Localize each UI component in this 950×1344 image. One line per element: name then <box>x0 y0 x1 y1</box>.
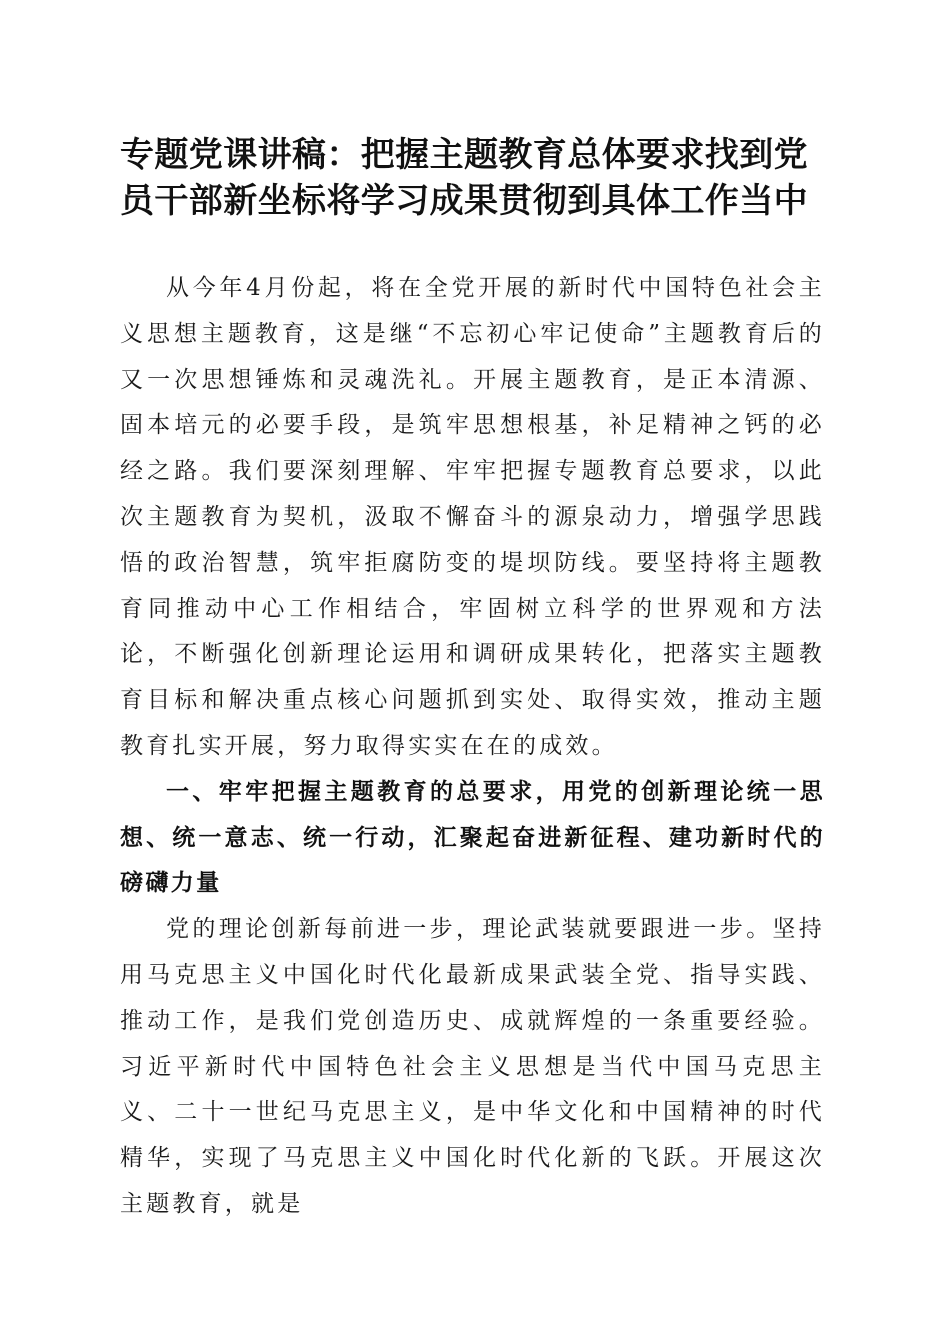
document-title: 专题党课讲稿：把握主题教育总体要求找到党员干部新坐标将学习成果贯彻到具体工作当中 <box>120 135 808 221</box>
intro-paragraph: 从今年4月份起，将在全党开展的新时代中国特色社会主义思想主题教育，这是继“不忘初心牢记使命”主题教育后的又一次思想锤炼和灵魂洗礼。开展主题教育，是正本清源、固本培元的必要手段，是筑牢思想根基，补足精神之钙的必经之路。我们要深刻理解、牢牢把握专题教育总要求，以此次主题教育为契机，汲取不懈奋斗的源泉动力，增强学思践悟的政治智慧，筑牢拒腐防变的堤坝防线。要坚持将主题教育同推动中心工作相结合，牢固树立科学的世界观和方法论，不断强化创新理论运用和调研成果转化，把落实主题教育目标和解决重点核心问题抓到实处、取得实效，推动主题教育扎实开展，努力取得实实在在的成效。 <box>120 275 825 759</box>
section-1-paragraph: 党的理论创新每前进一步，理论武装就要跟进一步。坚持用马克思主义中国化时代化最新成果武装全党、指导实践、推动工作，是我们党创造历史、成就辉煌的一条重要经验。习近平新时代中国特色社会主义思想是当代中国马克思主义、二十一世纪马克思主义，是中华文化和中国精神的时代精华，实现了马克思主义中国化时代化新的飞跃。开展这次主题教育，就是 <box>120 916 825 1217</box>
document-body <box>120 266 825 1228</box>
section-heading-1: 一、牢牢把握主题教育的总要求，用党的创新理论统一思想、统一意志、统一行动，汇聚起奋进新征程、建功新时代的磅礴力量 <box>120 778 825 897</box>
